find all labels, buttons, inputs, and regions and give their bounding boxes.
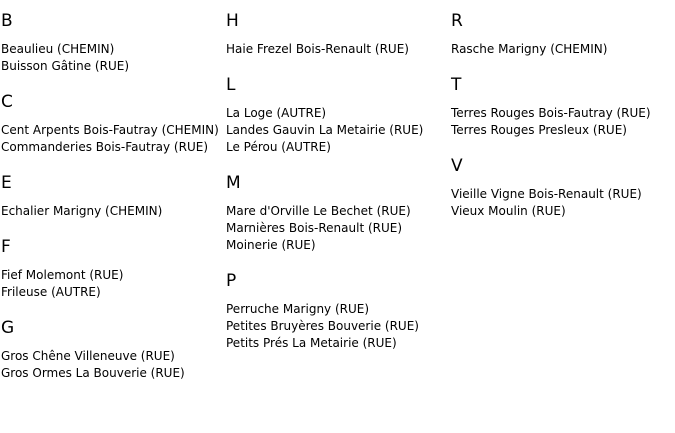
letter-group-f [1,237,219,301]
street-list [226,41,423,58]
street-link[interactable]: Rasche Marigny (CHEMIN) [451,42,608,56]
street-link[interactable]: Petites Bruyères Bouverie (RUE) [226,319,419,333]
street-link[interactable]: Terres Rouges Presleux (RUE) [451,123,627,137]
letter-group-l [226,75,423,156]
street-link[interactable]: Mare d'Orville Le Bechet (RUE) [226,204,411,218]
street-list [1,41,219,75]
street-list [1,267,219,301]
street-link[interactable]: Moinerie (RUE) [226,238,316,252]
street-index-column-3 [451,0,651,220]
street-link[interactable]: Vieux Moulin (RUE) [451,204,566,218]
street-link[interactable]: La Loge (AUTRE) [226,106,327,120]
street-list [226,105,423,156]
group-letter: T [451,75,462,95]
letter-group-m [226,173,423,254]
street-link[interactable]: Landes Gauvin La Metairie (RUE) [226,123,424,137]
street-link[interactable]: Vieille Vigne Bois-Renault (RUE) [451,187,642,201]
street-list [451,105,651,139]
street-link[interactable]: Gros Chêne Villeneuve (RUE) [1,349,175,363]
street-link[interactable]: Petits Prés La Metairie (RUE) [226,336,397,350]
street-link[interactable]: Fief Molemont (RUE) [1,268,124,282]
street-link[interactable]: Gros Ormes La Bouverie (RUE) [1,366,185,380]
street-link[interactable]: Le Pérou (AUTRE) [226,140,331,154]
group-letter: E [1,173,12,193]
letter-group-t [451,75,651,139]
group-letter: C [1,92,13,112]
letter-group-v [451,156,651,220]
group-letter: R [451,11,463,31]
street-link[interactable]: Haie Frezel Bois-Renault (RUE) [226,42,409,56]
letter-group-c [1,92,219,156]
street-list [226,203,423,254]
street-list [1,122,219,156]
street-link[interactable]: Marnières Bois-Renault (RUE) [226,221,403,235]
street-link[interactable]: Cent Arpents Bois-Fautray (CHEMIN) [1,123,219,137]
group-letter: M [226,173,241,193]
group-letter: B [1,11,13,31]
street-index-column-1 [1,0,219,382]
street-link[interactable]: Echalier Marigny (CHEMIN) [1,204,163,218]
group-letter: F [1,237,11,257]
street-list [1,203,219,220]
street-link[interactable]: Terres Rouges Bois-Fautray (RUE) [451,106,651,120]
letter-group-p [226,271,423,352]
letter-group-r [451,11,651,58]
street-link[interactable]: Commanderies Bois-Fautray (RUE) [1,140,208,154]
group-letter: G [1,318,15,338]
street-index-column-2 [226,0,423,352]
letter-group-g [1,318,219,382]
letter-group-b [1,11,219,75]
street-list [226,301,423,352]
group-letter: H [226,11,239,31]
street-list [1,348,219,382]
street-link[interactable]: Buisson Gâtine (RUE) [1,59,129,73]
group-letter: V [451,156,463,176]
street-link[interactable]: Frileuse (AUTRE) [1,285,101,299]
letter-group-e [1,173,219,220]
street-list [451,41,651,58]
street-link[interactable]: Beaulieu (CHEMIN) [1,42,115,56]
group-letter: P [226,271,237,291]
street-list [451,186,651,220]
street-link[interactable]: Perruche Marigny (RUE) [226,302,370,316]
group-letter: L [226,75,236,95]
letter-group-h [226,11,423,58]
